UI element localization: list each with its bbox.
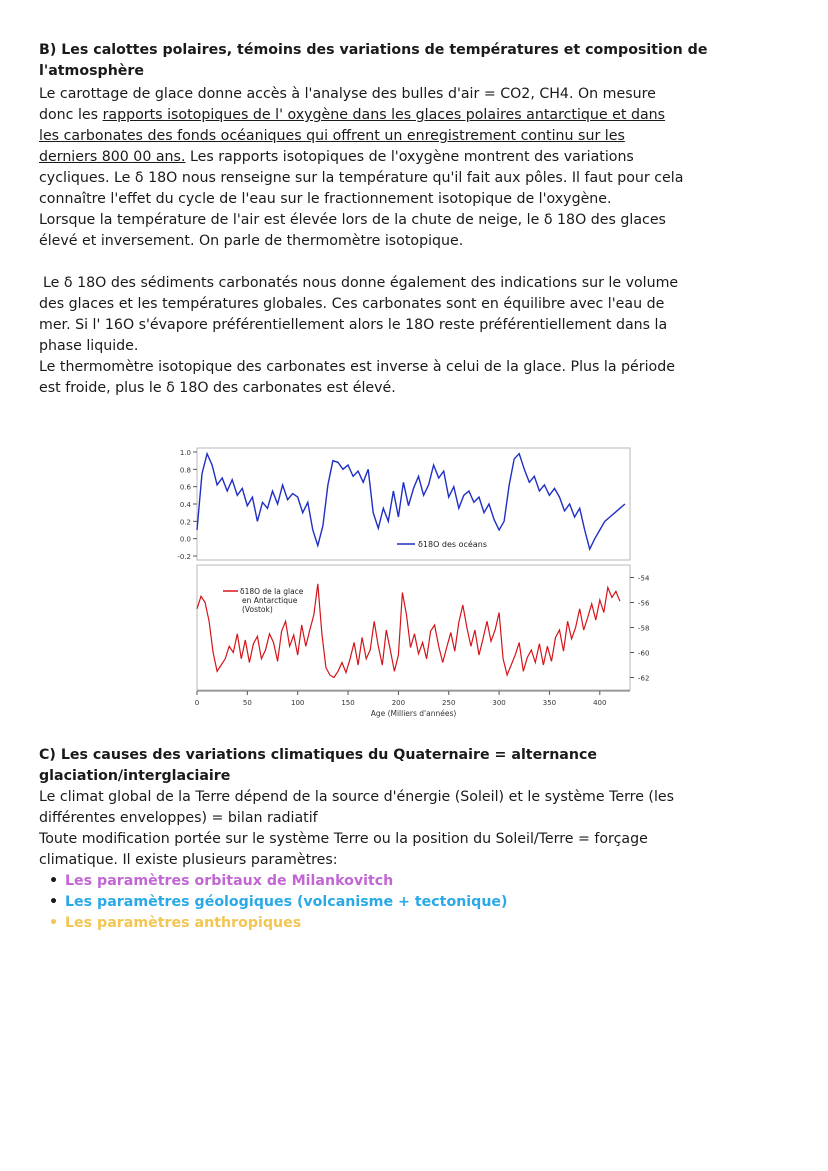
y-tick-label-ocean: 0.2	[179, 518, 191, 527]
y-tick-label-ice: -56	[638, 599, 650, 608]
y-tick-label-ocean: 0.6	[179, 483, 191, 492]
paragraph-climate-forcing: Le climat global de la Terre dépend de la source d'énergie (Soleil) et le système Terre (les différentes enveloppes) = bilan radiatif Toute modification portée sur le système Terre ou la position du Soleil/Terre = forçage climatique. Il existe plusieurs paramètres:	[39, 789, 675, 868]
paragraph-carbonates: Le δ 18O des sédiments carbonatés nous donne également des indications sur le volume des glaces et les températures globales. Ces carbonates sont en équilibre avec l'eau de mer. Si l' 16O s'évapore préférentiellement alors le 18O reste préférentiellement dans la phase liquide. Le thermomètre isotopique des carbonates est inverse à celui de la glace. Plus la période est froide, plus le δ 18O des carbonates est élevé.	[39, 275, 679, 396]
y-tick-label-ice: -60	[638, 649, 650, 658]
x-tick-label: 300	[492, 699, 506, 707]
y-tick-label-ocean: 0.4	[179, 501, 191, 509]
ocean-d18o-series	[197, 454, 625, 549]
section-b	[39, 40, 791, 399]
ocean-legend-label: δ18O des océans	[418, 540, 487, 549]
section-b-title: B) Les calottes polaires, témoins des variations de températures et composition de l'atmosphère	[39, 42, 708, 79]
x-tick-label: 400	[593, 699, 607, 707]
y-tick-label-ocean: 0.8	[179, 466, 191, 475]
y-tick-label-ocean: 1.0	[179, 449, 191, 457]
parameters-list	[39, 871, 799, 934]
list-item: • Les paramètres anthropiques	[39, 913, 799, 934]
x-tick-label: 250	[442, 699, 456, 707]
list-item: • Les paramètres orbitaux de Milankovitch	[39, 871, 799, 892]
x-tick-label: 50	[242, 699, 252, 707]
x-tick-label: 350	[542, 699, 557, 707]
list-item: • Les paramètres géologiques (volcanisme + tectonique)	[39, 892, 799, 913]
bullet-icon: •	[49, 894, 59, 910]
y-tick-label-ice: -62	[638, 674, 650, 683]
ice-legend-label: en Antarctique	[242, 596, 298, 605]
y-tick-label-ice: -58	[638, 624, 650, 633]
ice-legend-label: δ18O de la glace	[240, 587, 304, 596]
x-tick-label: 200	[391, 699, 406, 707]
section-c-title: C) Les causes des variations climatiques du Quaternaire = alternance glaciation/interglaciaire	[39, 747, 598, 784]
x-tick-label: 150	[341, 699, 355, 707]
bullet-icon: •	[49, 915, 59, 931]
isotope-chart-svg	[150, 440, 670, 730]
x-tick-label: 0	[194, 699, 200, 707]
isotope-chart	[150, 440, 670, 730]
y-tick-label-ocean: 0.0	[179, 535, 191, 544]
x-axis-title: Age (Milliers d'années)	[370, 709, 457, 718]
x-tick-label: 100	[291, 699, 305, 707]
bullet-icon: •	[49, 873, 59, 889]
y-tick-label-ice: -54	[638, 574, 650, 583]
paragraph-ice-cores: Le carottage de glace donne accès à l'analyse des bulles d'air = CO2, CH4. On mesure donc les rapports isotopiques de l' oxygène dans les glaces polaires antarctique et dans les carbonates des fonds océaniques qui offrent un enregistrement continu sur les derniers 800 00 ans. Les rapports isotopiques de l'oxygène montrent des variations cycliques. Le δ 18O nous renseigne sur la température qu'il fait aux pôles. Il faut pour cela connaître l'effet du cycle de l'eau sur le fractionnement isotopique de l'oxygène. Lorsque la température de l'air est élevée lors de la chute de neige, le δ 18O des glaces élevé et inversement. On parle de thermomètre isotopique.	[39, 86, 684, 249]
section-c	[39, 745, 799, 934]
ice-panel-frame	[197, 565, 630, 690]
ice-legend-label: (Vostok)	[242, 605, 273, 614]
y-tick-label-ocean: -0.2	[177, 553, 191, 561]
